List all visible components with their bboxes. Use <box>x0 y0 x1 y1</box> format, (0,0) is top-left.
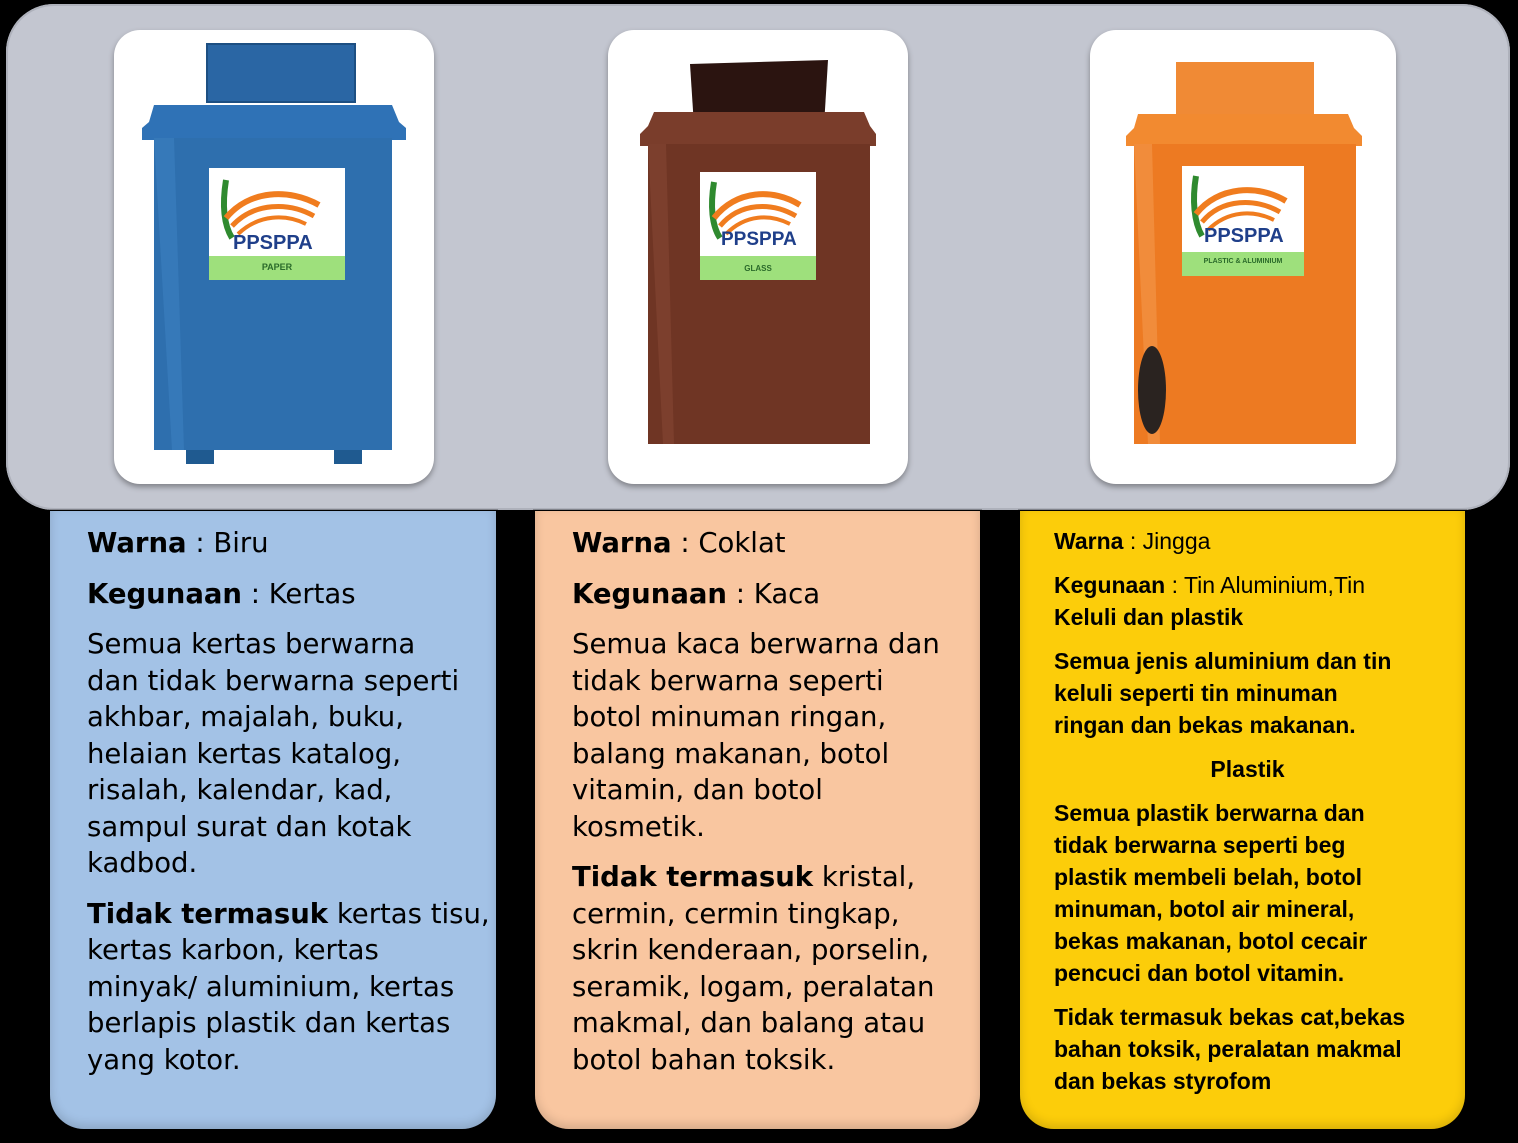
exclude-line: kertas tisu, <box>328 897 490 930</box>
exclude-line: seramik, logam, peralatan <box>572 970 935 1003</box>
brown-bin-illustration <box>608 30 908 484</box>
color-value: : Coklat <box>671 527 786 559</box>
orange-bin-illustration <box>1090 30 1396 484</box>
exclude-label: Tidak termasuk <box>1054 1004 1223 1030</box>
blue-bin-logo-text: PPSPPA <box>233 232 313 254</box>
desc-line: vitamin, dan botol <box>572 774 823 806</box>
desc-line: balang makanan, botol <box>572 737 890 770</box>
color-label: Warna <box>87 527 187 559</box>
paper-use-line <box>87 576 466 613</box>
glass-description <box>572 626 950 845</box>
exclude-line: kristal, <box>813 861 916 893</box>
brown-bin-photo <box>608 30 908 484</box>
plastic-use-line <box>1054 569 1441 633</box>
exclude-line: skrin kenderaan, porselin, <box>572 934 930 966</box>
desc-line: Semua kertas berwarna <box>87 628 416 660</box>
plastic-aluminium-bin-info-card <box>1020 511 1465 1129</box>
use-value: : Kaca <box>727 577 821 610</box>
desc-line: sampul surat dan kotak <box>87 810 412 843</box>
desc-line: Semua jenis aluminium dan tin <box>1054 648 1392 674</box>
desc-line: dan tidak berwarna seperti <box>87 664 460 697</box>
color-label: Warna <box>1054 528 1124 554</box>
desc-line: pencuci dan botol vitamin. <box>1054 960 1345 986</box>
orange-bin-logo-text: PPSPPA <box>1204 225 1284 247</box>
desc-line: botol minuman ringan, <box>572 701 887 733</box>
desc-line: akhbar, majalah, buku, <box>87 701 404 733</box>
color-value: : Biru <box>186 527 269 559</box>
use-value: : Kertas <box>242 577 356 610</box>
desc-line: plastik membeli belah, botol <box>1054 864 1363 890</box>
color-value: : Jingga <box>1123 528 1211 554</box>
use-value: Keluli dan plastik <box>1054 604 1244 630</box>
exclude-line: kertas karbon, kertas <box>87 934 379 966</box>
exclude-line: berlapis plastik dan kertas <box>87 1007 451 1039</box>
paper-bin-info-card <box>50 511 496 1129</box>
exclude-line: bekas cat,bekas <box>1222 1004 1406 1030</box>
plastic-description <box>1054 797 1441 989</box>
desc-line: minuman, botol air mineral, <box>1054 896 1355 922</box>
plastic-subheading: Plastik <box>1210 756 1285 782</box>
desc-line: risalah, kalendar, kad, <box>87 774 393 806</box>
desc-line: kadbod. <box>87 847 198 879</box>
desc-line: Semua kaca berwarna dan <box>572 628 940 660</box>
plastic-color-line <box>1054 525 1441 557</box>
brown-bin-label: GLASS <box>744 264 772 273</box>
paper-description <box>87 626 466 882</box>
exclude-line: yang kotor. <box>87 1043 241 1076</box>
blue-bin-illustration <box>114 30 434 484</box>
orange-bin-label: PLASTIC & ALUMINIUM <box>1203 258 1283 265</box>
desc-line: helaian kertas katalog, <box>87 737 401 770</box>
desc-line: keluli seperti tin minuman <box>1054 680 1338 706</box>
aluminium-description <box>1054 645 1441 741</box>
exclude-line: cermin, cermin tingkap, <box>572 897 900 930</box>
glass-use-line <box>572 576 950 613</box>
exclude-label: Tidak termasuk <box>87 897 329 930</box>
desc-line: bekas makanan, botol cecair <box>1054 928 1368 954</box>
color-label: Warna <box>572 527 672 559</box>
paper-exclusions <box>87 896 490 1079</box>
exclude-label: Tidak termasuk <box>572 861 814 893</box>
plastic-exclusions <box>1054 1001 1441 1097</box>
desc-line: Semua plastik berwarna dan <box>1054 800 1365 826</box>
glass-color-line <box>572 525 950 562</box>
orange-bin-photo <box>1090 30 1396 484</box>
desc-line: kosmetik. <box>572 810 705 843</box>
use-label: Kegunaan <box>572 577 728 610</box>
paper-color-line <box>87 525 466 562</box>
glass-exclusions <box>572 859 950 1078</box>
use-value: : Tin Aluminium,Tin <box>1165 572 1366 598</box>
brown-bin-logo-text: PPSPPA <box>721 229 797 250</box>
use-label: Kegunaan <box>87 577 243 610</box>
exclude-line: dan bekas styrofom <box>1054 1068 1272 1094</box>
exclude-line: makmal, dan balang atau <box>572 1007 926 1039</box>
exclude-line: bahan toksik, peralatan makmal <box>1054 1036 1402 1062</box>
desc-line: tidak berwarna seperti beg <box>1054 832 1346 858</box>
blue-bin-photo <box>114 30 434 484</box>
exclude-line: minyak/ aluminium, kertas <box>87 970 455 1003</box>
blue-bin-label: PAPER <box>261 262 293 272</box>
desc-line: ringan dan bekas makanan. <box>1054 712 1356 738</box>
glass-bin-info-card <box>535 511 980 1129</box>
desc-line: tidak berwarna seperti <box>572 664 884 697</box>
exclude-line: botol bahan toksik. <box>572 1043 836 1076</box>
use-label: Kegunaan <box>1054 572 1166 598</box>
